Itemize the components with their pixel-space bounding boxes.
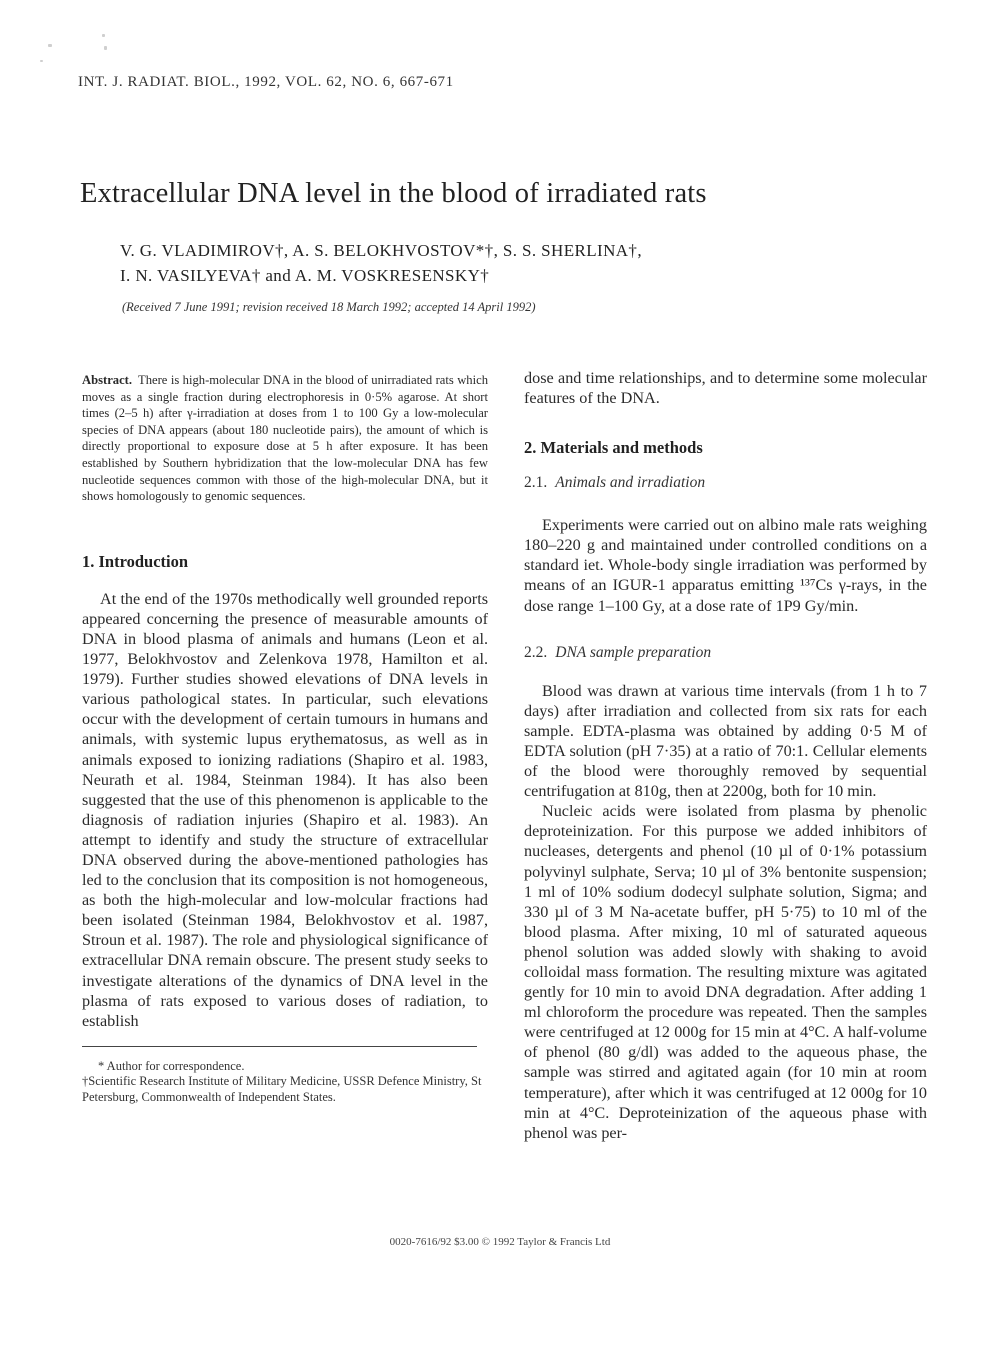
author-line-1: V. G. VLADIMIROV†, A. S. BELOKHVOSTOV*†, S. S. SHERLINA†, (120, 241, 642, 260)
subsection-title: Animals and irradiation (555, 474, 706, 492)
author-list (120, 238, 820, 288)
subsection-dna-sample-preparation (524, 644, 927, 662)
abstract-text: There is high-molecular DNA in the blood of unirradiated rats which moves as a single fraction during electrophoresis in 0·5% agarose. At short times (2–5 h) after γ-irradiation at doses from 1 to 100 Gy a low-molecular species of DNA appears (about 180 nucleotide pairs), the amount of which is directly proportional to exposure dose at 5 h after exposure. It has been established by Southern hybridization that the low-molecular DNA has few nucleotide sequences common with those of the high-molecular DNA, but it shows homologously to genomic sequences. (82, 373, 488, 504)
animals-irradiation-paragraph: Experiments were carried out on albino male rats weighing 180–220 g and maintained under controlled conditions on a standard iet. Whole-body single irradiation was performed by means of an IGUR-1 apparatus emitting ¹³⁷Cs γ-rays, in the dose range 1–100 Gy, at a dose rate of 1P9 Gy/min. (524, 516, 927, 615)
introduction-continued: dose and time relationships, and to determine some molecular features of the DNA. (524, 369, 927, 408)
introduction-heading: 1. Introduction (82, 551, 189, 571)
article-title: Extracellular DNA level in the blood of irradiated rats (80, 178, 707, 209)
scan-artifact-marks (40, 30, 120, 70)
abstract (82, 372, 488, 505)
introduction-paragraph: At the end of the 1970s methodically well grounded reports appeared concerning the presence of measurable amounts of DNA in blood plasma of animals and humans (Leon et al. 1977, Belokhvostov and Zelenkova 1978, Hamilton et al. 1979). Further studies showed elevations of DNA levels in various pathological states. In particular, such elevations occur with the development of certain tumours in humans and animals, with systemic lupus erythematosus, as well as in animals exposed to ionizing radiations (Shapiro et al. 1983, Neurath et al. 1984, Steinman 1984). It has also been suggested that the use of this phenomenon is applicable to the diagnosis of radiation injuries (Shapiro et al. 1983). An attempt to identify and study the structure of extracellular DNA observed during the above-mentioned pathologies has led to the conclusion that its composition is not homogeneous, as both the high-molecular and low-molcular fractions had been isolated (Steinman 1984, Belokhvostov et al. 1987, Stroun et al. 1987). The role and physiological significance of extracellular DNA remain obscure. The present study seeks to investigate alterations of the dynamics of DNA level in the plasma of rats exposed to various doses of radiation, to establish (82, 589, 488, 1030)
footnote-rule (82, 1046, 477, 1047)
methods-heading: 2. Materials and methods (524, 438, 703, 458)
left-column (82, 372, 488, 1105)
subsection-title: DNA sample preparation (555, 643, 712, 661)
received-dates: (Received 7 June 1991; revision received 18 March 1992; accepted 14 April 1992) (122, 300, 536, 314)
subsection-number: 2.2. (524, 643, 548, 661)
abstract-label: Abstract. (82, 373, 133, 387)
footnote-affiliation: †Scientific Research Institute of Military Medicine, USSR Defence Ministry, St Petersburg, Commonwealth of Independent States. (82, 1074, 482, 1104)
sample-preparation-paragraph-1: Blood was drawn at various time intervals (from 1 h to 7 days) after irradiation and collected from six rats for each sample. EDTA-plasma was obtained by adding 0·5 M of EDTA solution (pH 7·35) at a ratio of 70:1. Cellular elements of the blood were thoroughly removed by sequential centrifugation at 810g, then at 2200g, both for 10 min. (524, 681, 927, 801)
copyright-line: 0020-7616/92 $3.00 © 1992 Taylor & Francis Ltd (389, 1236, 611, 1248)
subsection-number: 2.1. (524, 474, 548, 492)
right-column (524, 368, 927, 1143)
author-line-2: I. N. VASILYEVA† and A. M. VOSKRESENSKY† (120, 266, 490, 285)
footnote-correspondence: * Author for correspondence. (98, 1058, 245, 1073)
journal-citation: INT. J. RADIAT. BIOL., 1992, VOL. 62, NO. 6, 667-671 (78, 74, 454, 90)
sample-preparation-paragraph-2: Nucleic acids were isolated from plasma by phenolic deproteinization. For this purpose we added inhibitors of nucleases, detergents and phenol (10 µl of 0·1% potassium polyvinyl sulphate, Serva; 10 µl of 3% bentonite suspension; 1 ml of 10% sodium dodecyl sulphate solution, Sigma; and 330 µl of 3 M Na-acetate buffer, pH 5·75) to 10 ml of the blood plasma. After mixing, 10 ml of saturated aqueous phenol solution was added slowly with shaking to avoid colloidal mass formation. The resulting mixture was agitated gently for 10 min to avoid DNA degradation. After adding 1 ml chloroform the procedure was repeated. Then the samples were centrifuged at 12 000g for 15 min at 4°C. A half-volume of phenol (80 g/dl) was added to the aqueous phase, the sample was stirred and agitated again (for 10 min at room temperature), after which it was centrifuged at 12 000g for 10 min at 4°C. Deproteinization of the aqueous phase with phenol was per- (524, 802, 927, 1142)
subsection-animals-irradiation (524, 474, 927, 492)
